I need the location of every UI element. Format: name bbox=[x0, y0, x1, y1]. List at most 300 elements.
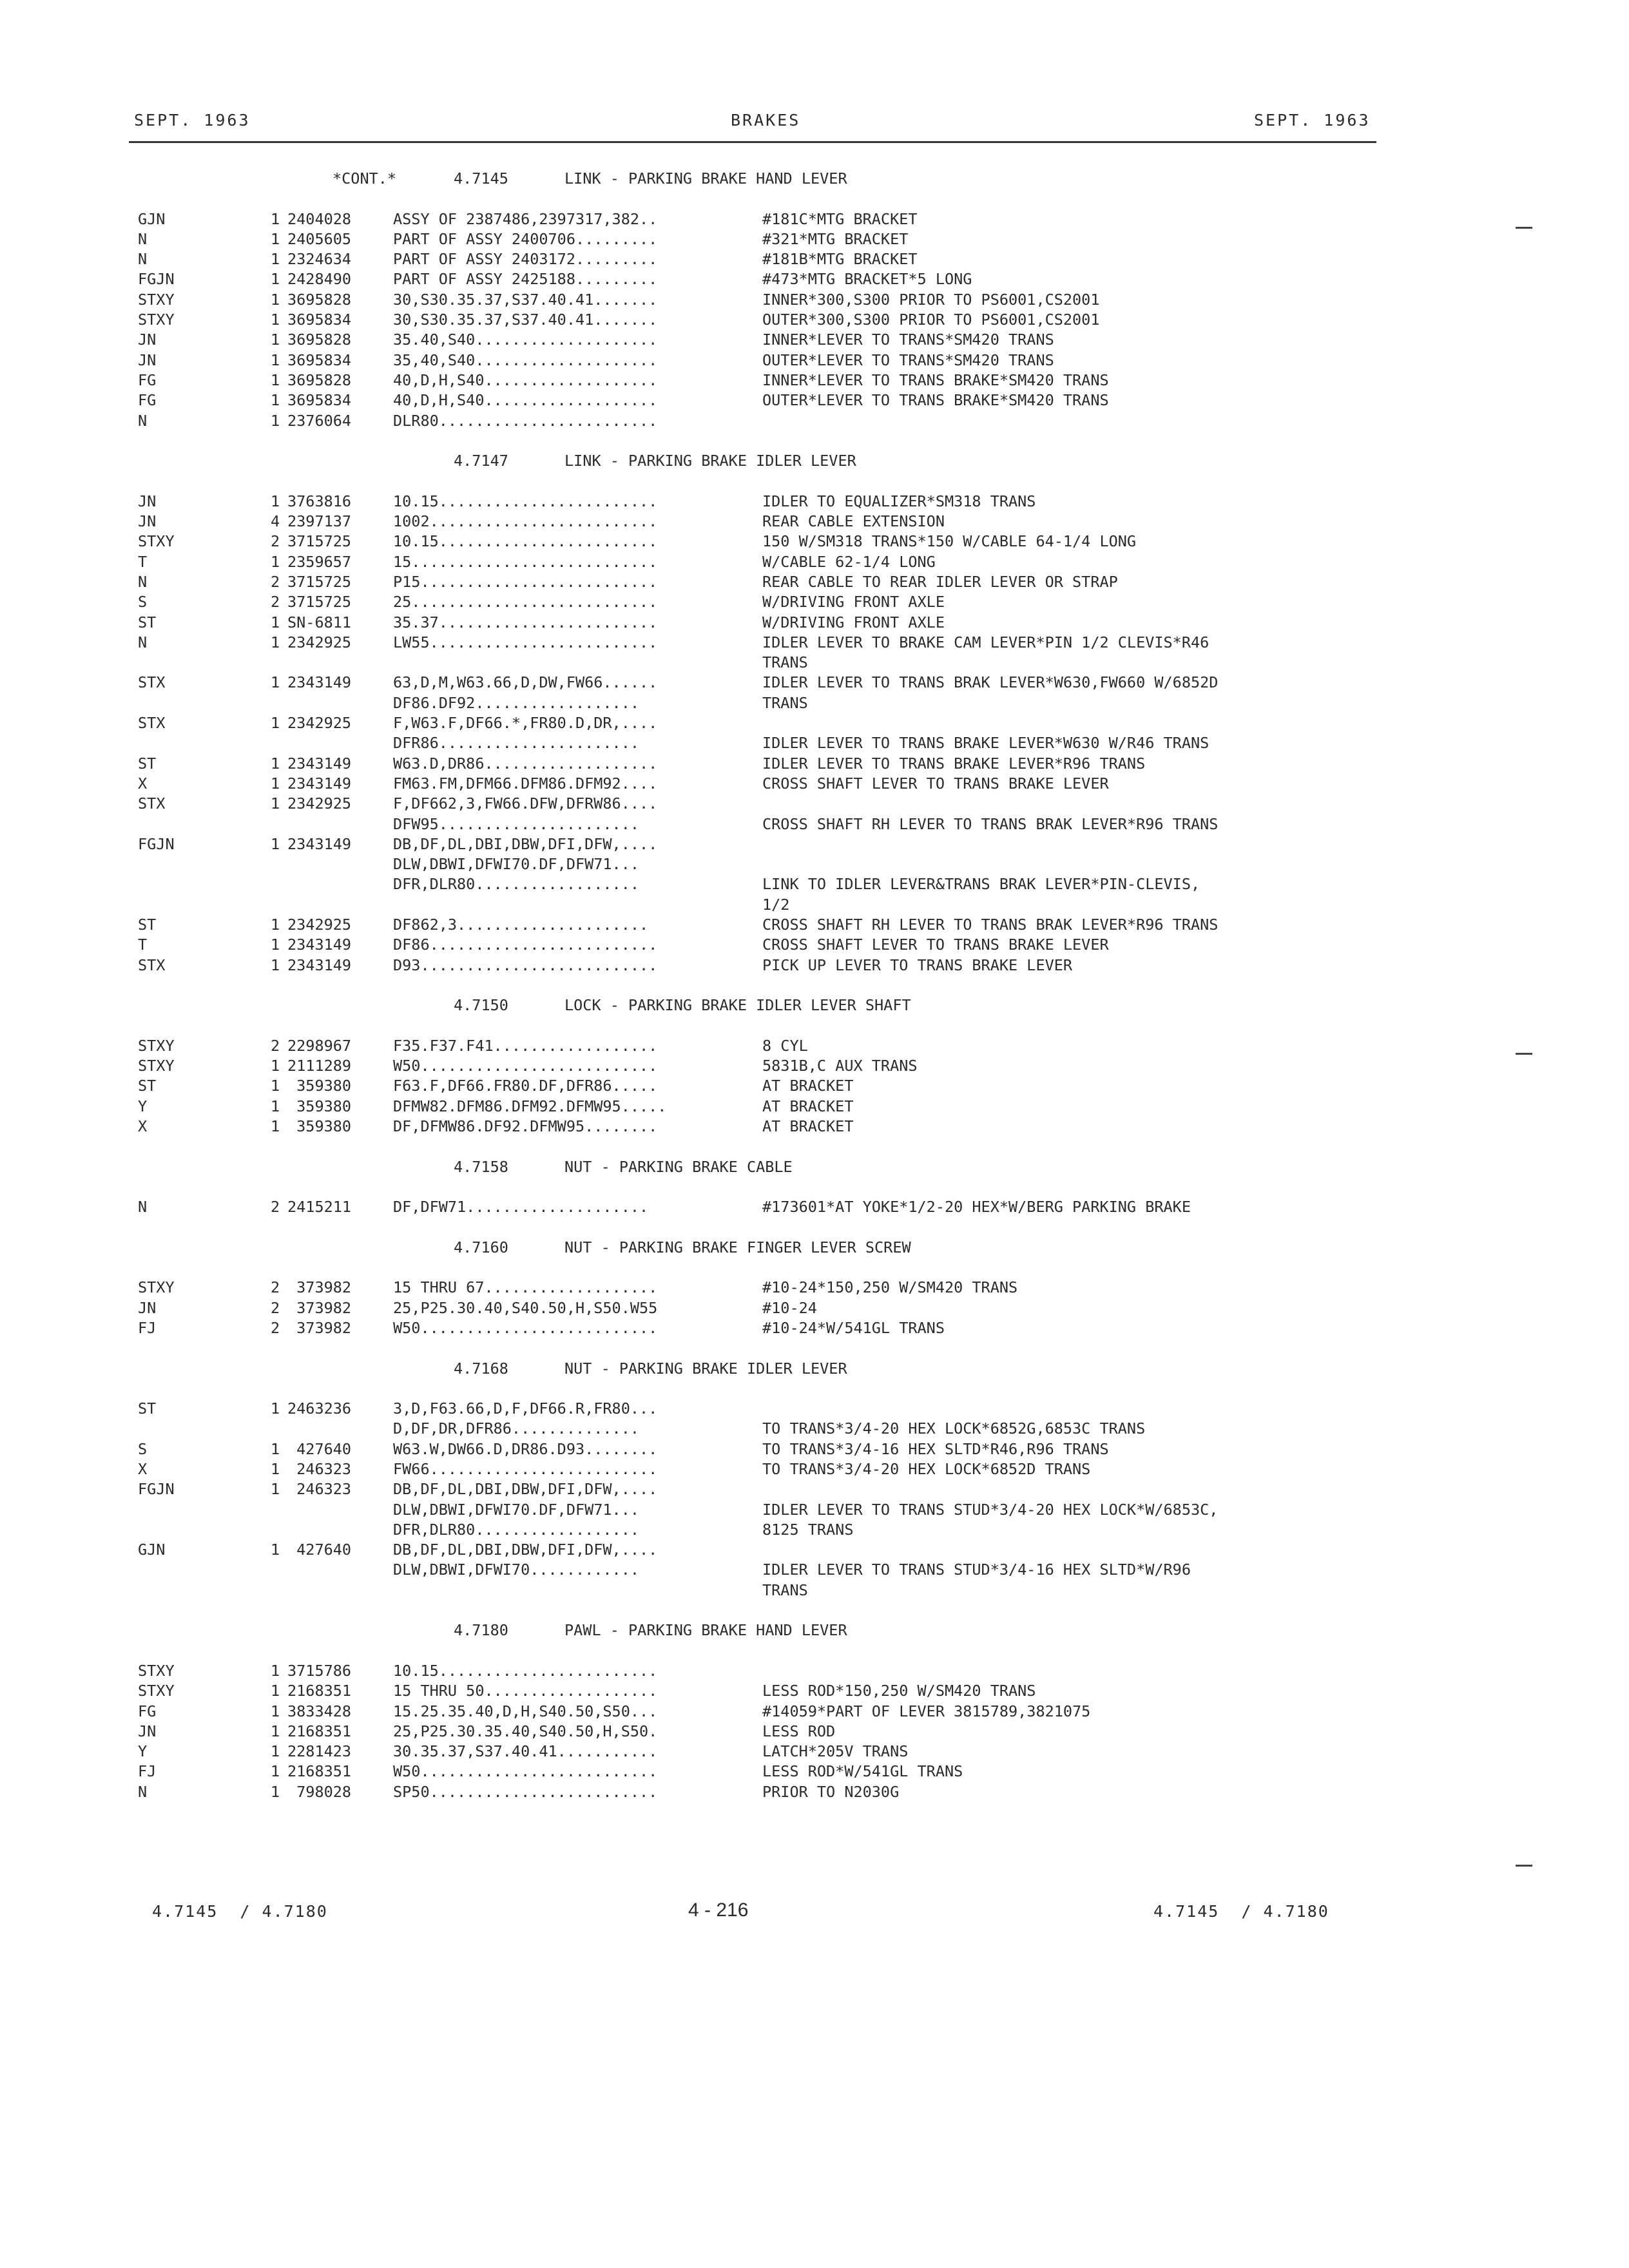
parts-row bbox=[0, 693, 1629, 713]
section-title: NUT - PARKING BRAKE FINGER LEVER SCREW bbox=[564, 1238, 911, 1256]
part-number: 2342925 bbox=[287, 714, 352, 733]
model-code: FG bbox=[138, 1702, 157, 1720]
application: DFR,DLR80.................. bbox=[393, 1520, 640, 1539]
description: 5831B,C AUX TRANS bbox=[762, 1057, 918, 1075]
parts-row bbox=[0, 1036, 1629, 1056]
section-title: LOCK - PARKING BRAKE IDLER LEVER SHAFT bbox=[564, 996, 911, 1015]
quantity: 1 bbox=[271, 1077, 280, 1095]
model-code: STXY bbox=[138, 311, 175, 329]
parts-row bbox=[0, 1722, 1629, 1742]
parts-row bbox=[0, 633, 1629, 653]
description: CROSS SHAFT RH LEVER TO TRANS BRAK LEVER*R96 TRANS bbox=[762, 915, 1219, 934]
blank-line bbox=[0, 471, 1629, 491]
quantity: 1 bbox=[271, 1117, 280, 1135]
application: W63.D,DR86................... bbox=[393, 754, 658, 773]
parts-row bbox=[0, 935, 1629, 955]
model-code: X bbox=[138, 774, 148, 793]
model-code: N bbox=[138, 250, 148, 269]
part-number: 2343149 bbox=[287, 774, 352, 793]
part-number: 2168351 bbox=[287, 1682, 352, 1700]
quantity: 2 bbox=[271, 1318, 280, 1337]
part-number: 2342925 bbox=[287, 633, 352, 651]
application: 10.15........................ bbox=[393, 1661, 658, 1680]
model-code: JN bbox=[138, 351, 157, 369]
parts-row bbox=[0, 370, 1629, 390]
quantity: 1 bbox=[271, 1439, 280, 1458]
part-number: 3715725 bbox=[287, 593, 352, 611]
parts-row bbox=[0, 834, 1629, 854]
quantity: 1 bbox=[271, 351, 280, 369]
parts-row bbox=[0, 956, 1629, 975]
model-code: FGJN bbox=[138, 270, 175, 289]
parts-row bbox=[0, 1278, 1629, 1298]
quantity: 2 bbox=[271, 1036, 280, 1055]
quantity: 1 bbox=[271, 1661, 280, 1680]
model-code: FG bbox=[138, 370, 157, 389]
description: AT BRACKET bbox=[762, 1117, 854, 1135]
part-number: 3715725 bbox=[287, 572, 352, 591]
header-rule bbox=[129, 141, 1376, 143]
parts-row bbox=[0, 1581, 1629, 1600]
quantity: 1 bbox=[271, 956, 280, 974]
quantity: 1 bbox=[271, 1541, 280, 1559]
description: IDLER LEVER TO BRAKE CAM LEVER*PIN 1/2 CLEVIS*R46 bbox=[762, 633, 1210, 651]
application: LW55......................... bbox=[393, 633, 658, 651]
description: #10-24*150,250 W/SM420 TRANS bbox=[762, 1278, 1018, 1297]
parts-row bbox=[0, 1500, 1629, 1520]
description: PRIOR TO N2030G bbox=[762, 1782, 900, 1801]
parts-row bbox=[0, 592, 1629, 612]
part-number: 3763816 bbox=[287, 492, 352, 510]
parts-row bbox=[0, 269, 1629, 289]
parts-row bbox=[0, 814, 1629, 834]
application: 10.15........................ bbox=[393, 492, 658, 510]
description: #181B*MTG BRACKET bbox=[762, 250, 918, 269]
part-number: 3695828 bbox=[287, 370, 352, 389]
quantity: 1 bbox=[271, 673, 280, 692]
part-number: 3715725 bbox=[287, 532, 352, 551]
description: LINK TO IDLER LEVER&TRANS BRAK LEVER*PIN-CLEVIS, bbox=[762, 875, 1200, 894]
parts-row bbox=[0, 572, 1629, 592]
description: #473*MTG BRACKET*5 LONG bbox=[762, 270, 972, 289]
application: PART OF ASSY 2400706......... bbox=[393, 229, 658, 248]
model-code: STXY bbox=[138, 1661, 175, 1680]
parts-row bbox=[0, 1459, 1629, 1479]
footer-range-left: 4.7145 / 4.7180 bbox=[152, 1902, 328, 1921]
quantity: 1 bbox=[271, 1399, 280, 1418]
application: 30,S30.35.37,S37.40.41....... bbox=[393, 290, 658, 309]
part-number: 373982 bbox=[287, 1298, 352, 1317]
quantity: 1 bbox=[271, 936, 280, 954]
model-code: GJN bbox=[138, 1541, 166, 1559]
part-number: 2342925 bbox=[287, 915, 352, 934]
part-number: 2428490 bbox=[287, 270, 352, 289]
model-code: FJ bbox=[138, 1762, 157, 1781]
model-code: N bbox=[138, 411, 148, 430]
header-date-left: SEPT. 1963 bbox=[134, 111, 251, 130]
model-code: S bbox=[138, 593, 148, 611]
quantity: 1 bbox=[271, 1480, 280, 1499]
section-number: 4.7180 bbox=[454, 1621, 508, 1640]
parts-row bbox=[0, 1762, 1629, 1782]
quantity: 1 bbox=[271, 1782, 280, 1801]
part-number: 2376064 bbox=[287, 411, 352, 430]
application: DB,DF,DL,DBI,DBW,DFI,DFW,.... bbox=[393, 834, 658, 853]
blank-line bbox=[0, 1379, 1629, 1399]
blank-line bbox=[0, 1258, 1629, 1278]
blank-line bbox=[0, 975, 1629, 995]
part-number: 2342925 bbox=[287, 794, 352, 813]
section-heading bbox=[0, 1157, 1629, 1177]
part-number: 2343149 bbox=[287, 956, 352, 974]
application: SP50......................... bbox=[393, 1782, 658, 1801]
page-number: 4 - 216 bbox=[688, 1899, 749, 1921]
quantity: 2 bbox=[271, 1278, 280, 1297]
quantity: 2 bbox=[271, 572, 280, 591]
description: TRANS bbox=[762, 1581, 808, 1599]
footer-range-right: 4.7145 / 4.7180 bbox=[1153, 1902, 1329, 1921]
quantity: 1 bbox=[271, 1097, 280, 1115]
quantity: 1 bbox=[271, 794, 280, 813]
parts-row bbox=[0, 1097, 1629, 1117]
application: 25........................... bbox=[393, 593, 658, 611]
quantity: 1 bbox=[271, 229, 280, 248]
parts-row bbox=[0, 1399, 1629, 1419]
quantity: 2 bbox=[271, 1198, 280, 1216]
application: PART OF ASSY 2425188......... bbox=[393, 270, 658, 289]
parts-row bbox=[0, 249, 1629, 269]
parts-row bbox=[0, 1661, 1629, 1681]
description: 8125 TRANS bbox=[762, 1520, 854, 1539]
parts-row bbox=[0, 1560, 1629, 1580]
part-number: 3715786 bbox=[287, 1661, 352, 1680]
description: OUTER*LEVER TO TRANS*SM420 TRANS bbox=[762, 351, 1054, 369]
description: INNER*LEVER TO TRANS BRAKE*SM420 TRANS bbox=[762, 370, 1109, 389]
blank-line bbox=[0, 1600, 1629, 1620]
quantity: 1 bbox=[271, 290, 280, 309]
part-number: 2405605 bbox=[287, 229, 352, 248]
application: DF862,3..................... bbox=[393, 915, 649, 934]
description: LATCH*205V TRANS bbox=[762, 1742, 909, 1761]
parts-row bbox=[0, 290, 1629, 310]
model-code: N bbox=[138, 633, 148, 651]
parts-row bbox=[0, 1479, 1629, 1499]
description: INNER*LEVER TO TRANS*SM420 TRANS bbox=[762, 331, 1054, 349]
part-number: 2111289 bbox=[287, 1057, 352, 1075]
part-number: 2359657 bbox=[287, 552, 352, 571]
quantity: 1 bbox=[271, 250, 280, 269]
quantity: 1 bbox=[271, 754, 280, 773]
description: TO TRANS*3/4-20 HEX LOCK*6852D TRANS bbox=[762, 1460, 1091, 1478]
parts-row bbox=[0, 1702, 1629, 1722]
description: 1/2 bbox=[762, 895, 790, 914]
description: IDLER TO EQUALIZER*SM318 TRANS bbox=[762, 492, 1036, 510]
application: DF86......................... bbox=[393, 936, 658, 954]
part-number: 246323 bbox=[287, 1460, 352, 1478]
application: FW66......................... bbox=[393, 1460, 658, 1478]
part-number: 246323 bbox=[287, 1480, 352, 1499]
description: W/DRIVING FRONT AXLE bbox=[762, 613, 945, 631]
application: 30,S30.35.37,S37.40.41....... bbox=[393, 311, 658, 329]
blank-line bbox=[0, 1338, 1629, 1358]
blank-line bbox=[0, 1015, 1629, 1035]
application: 40,D,H,S40................... bbox=[393, 391, 658, 410]
quantity: 1 bbox=[271, 1742, 280, 1761]
application: PART OF ASSY 2403172......... bbox=[393, 250, 658, 269]
parts-row bbox=[0, 1419, 1629, 1439]
model-code: STX bbox=[138, 794, 166, 813]
model-code: STXY bbox=[138, 1278, 175, 1297]
section-heading bbox=[0, 451, 1629, 471]
parts-row bbox=[0, 1076, 1629, 1096]
parts-row bbox=[0, 733, 1629, 753]
application: 3,D,F63.66,D,F,DF66.R,FR80... bbox=[393, 1399, 658, 1418]
parts-row bbox=[0, 874, 1629, 894]
parts-row bbox=[0, 1540, 1629, 1560]
quantity: 1 bbox=[271, 714, 280, 733]
parts-row bbox=[0, 713, 1629, 733]
description: IDLER LEVER TO TRANS BRAK LEVER*W630,FW660 W/6852D bbox=[762, 673, 1219, 692]
model-code: N bbox=[138, 572, 148, 591]
description: #10-24 bbox=[762, 1298, 817, 1317]
parts-row bbox=[0, 552, 1629, 572]
parts-row bbox=[0, 1782, 1629, 1802]
parts-row bbox=[0, 330, 1629, 350]
description: IDLER LEVER TO TRANS STUD*3/4-20 HEX LOCK*W/6853C, bbox=[762, 1500, 1219, 1519]
application: 25,P25.30.40,S40.50,H,S50.W55 bbox=[393, 1298, 658, 1317]
description: INNER*300,S300 PRIOR TO PS6001,CS2001 bbox=[762, 290, 1100, 309]
application: DLW,DBWI,DFWI70.DF,DFW71... bbox=[393, 1500, 640, 1519]
model-code: ST bbox=[138, 915, 157, 934]
application: F,DF662,3,FW66.DFW,DFRW86.... bbox=[393, 794, 658, 813]
margin-mark bbox=[1516, 227, 1532, 229]
parts-row bbox=[0, 794, 1629, 814]
part-number: 3695828 bbox=[287, 331, 352, 349]
quantity: 1 bbox=[271, 834, 280, 853]
model-code: JN bbox=[138, 492, 157, 510]
application: 1002......................... bbox=[393, 512, 658, 531]
model-code: STX bbox=[138, 673, 166, 692]
application: 15 THRU 50................... bbox=[393, 1682, 658, 1700]
description: #10-24*W/541GL TRANS bbox=[762, 1318, 945, 1337]
application: DF,DFW71.................... bbox=[393, 1198, 649, 1216]
description: TRANS bbox=[762, 693, 808, 712]
part-number: 427640 bbox=[287, 1439, 352, 1458]
model-code: N bbox=[138, 1782, 148, 1801]
model-code: S bbox=[138, 1439, 148, 1458]
parts-row bbox=[0, 915, 1629, 935]
description: TO TRANS*3/4-16 HEX SLTD*R46,R96 TRANS bbox=[762, 1439, 1109, 1458]
description: REAR CABLE EXTENSION bbox=[762, 512, 945, 531]
parts-row bbox=[0, 390, 1629, 410]
description: CROSS SHAFT RH LEVER TO TRANS BRAK LEVER*R96 TRANS bbox=[762, 814, 1219, 833]
parts-row bbox=[0, 895, 1629, 915]
model-code: JN bbox=[138, 512, 157, 531]
model-code: STX bbox=[138, 714, 166, 733]
model-code: JN bbox=[138, 331, 157, 349]
application: DFR86...................... bbox=[393, 734, 640, 753]
blank-line bbox=[0, 189, 1629, 209]
application: 10.15........................ bbox=[393, 532, 658, 551]
quantity: 4 bbox=[271, 512, 280, 531]
description: PICK UP LEVER TO TRANS BRAKE LEVER bbox=[762, 956, 1073, 974]
section-title: LINK - PARKING BRAKE IDLER LEVER bbox=[564, 452, 856, 470]
description: #321*MTG BRACKET bbox=[762, 229, 909, 248]
part-number: 2168351 bbox=[287, 1722, 352, 1740]
blank-line bbox=[0, 431, 1629, 451]
parts-listing bbox=[0, 169, 1629, 1802]
model-code: FJ bbox=[138, 1318, 157, 1337]
model-code: STXY bbox=[138, 1057, 175, 1075]
part-number: 2281423 bbox=[287, 1742, 352, 1761]
model-code: GJN bbox=[138, 209, 166, 228]
application: 30.35.37,S37.40.41........... bbox=[393, 1742, 658, 1761]
section-heading bbox=[0, 169, 1629, 189]
part-number: 373982 bbox=[287, 1318, 352, 1337]
parts-row bbox=[0, 1520, 1629, 1540]
part-number: 2343149 bbox=[287, 936, 352, 954]
parts-row bbox=[0, 492, 1629, 512]
application: 15........................... bbox=[393, 552, 658, 571]
blank-line bbox=[0, 1217, 1629, 1237]
blank-line bbox=[0, 1641, 1629, 1661]
part-number: 2324634 bbox=[287, 250, 352, 269]
part-number: 2463236 bbox=[287, 1399, 352, 1418]
parts-row bbox=[0, 1318, 1629, 1338]
parts-row bbox=[0, 411, 1629, 431]
parts-row bbox=[0, 1742, 1629, 1762]
description: IDLER LEVER TO TRANS BRAKE LEVER*W630 W/R46 TRANS bbox=[762, 734, 1210, 753]
application: D,DF,DR,DFR86.............. bbox=[393, 1419, 640, 1438]
header-section-title: BRAKES bbox=[731, 111, 801, 130]
part-number: 2298967 bbox=[287, 1036, 352, 1055]
parts-row bbox=[0, 1117, 1629, 1137]
application: DF86.DF92.................. bbox=[393, 693, 640, 712]
application: P15.......................... bbox=[393, 572, 658, 591]
application: F,W63.F,DF66.*,FR80.D,DR,.... bbox=[393, 714, 658, 733]
description: TRANS bbox=[762, 653, 808, 672]
model-code: JN bbox=[138, 1722, 157, 1740]
application: DFMW82.DFM86.DFM92.DFMW95..... bbox=[393, 1097, 667, 1115]
blank-line bbox=[0, 1137, 1629, 1157]
quantity: 1 bbox=[271, 633, 280, 651]
part-number: SN-6811 bbox=[287, 613, 352, 631]
parts-row bbox=[0, 1056, 1629, 1076]
parts-row bbox=[0, 310, 1629, 330]
quantity: 1 bbox=[271, 613, 280, 631]
application: DLR80........................ bbox=[393, 411, 658, 430]
quantity: 1 bbox=[271, 311, 280, 329]
parts-row bbox=[0, 512, 1629, 532]
application: F63.F,DF66.FR80.DF,DFR86..... bbox=[393, 1077, 658, 1095]
quantity: 2 bbox=[271, 532, 280, 551]
quantity: 1 bbox=[271, 492, 280, 510]
model-code: ST bbox=[138, 613, 157, 631]
description: CROSS SHAFT LEVER TO TRANS BRAKE LEVER bbox=[762, 774, 1109, 793]
part-number: 373982 bbox=[287, 1278, 352, 1297]
application: D93.......................... bbox=[393, 956, 658, 974]
application: W50.......................... bbox=[393, 1057, 658, 1075]
application: 15 THRU 67................... bbox=[393, 1278, 658, 1297]
part-number: 3695828 bbox=[287, 290, 352, 309]
application: 35.40,S40.................... bbox=[393, 331, 658, 349]
header-date-right: SEPT. 1963 bbox=[1254, 111, 1371, 130]
description: IDLER LEVER TO TRANS BRAKE LEVER*R96 TRANS bbox=[762, 754, 1146, 773]
application: 15.25.35.40,D,H,S40.50,S50... bbox=[393, 1702, 658, 1720]
margin-mark bbox=[1516, 1053, 1532, 1055]
model-code: STXY bbox=[138, 290, 175, 309]
model-code: STXY bbox=[138, 1036, 175, 1055]
section-number: 4.7158 bbox=[454, 1157, 508, 1176]
description: 8 CYL bbox=[762, 1036, 808, 1055]
description: OUTER*LEVER TO TRANS BRAKE*SM420 TRANS bbox=[762, 391, 1109, 410]
quantity: 1 bbox=[271, 370, 280, 389]
description: #181C*MTG BRACKET bbox=[762, 209, 918, 228]
model-code: STX bbox=[138, 956, 166, 974]
quantity: 1 bbox=[271, 270, 280, 289]
quantity: 1 bbox=[271, 1460, 280, 1478]
description: CROSS SHAFT LEVER TO TRANS BRAKE LEVER bbox=[762, 936, 1109, 954]
model-code: X bbox=[138, 1117, 148, 1135]
part-number: 359380 bbox=[287, 1097, 352, 1115]
part-number: 359380 bbox=[287, 1117, 352, 1135]
application: W63.W,DW66.D,DR86.D93........ bbox=[393, 1439, 658, 1458]
quantity: 1 bbox=[271, 1762, 280, 1781]
section-title: PAWL - PARKING BRAKE HAND LEVER bbox=[564, 1621, 847, 1640]
parts-row bbox=[0, 351, 1629, 370]
continued-marker: *CONT.* bbox=[333, 169, 397, 187]
part-number: 3695834 bbox=[287, 311, 352, 329]
description: #14059*PART OF LEVER 3815789,3821075 bbox=[762, 1702, 1091, 1720]
model-code: FGJN bbox=[138, 834, 175, 853]
application: ASSY OF 2387486,2397317,382.. bbox=[393, 209, 658, 228]
description: IDLER LEVER TO TRANS STUD*3/4-16 HEX SLTD*W/R96 bbox=[762, 1561, 1191, 1579]
application: 35,40,S40.................... bbox=[393, 351, 658, 369]
quantity: 1 bbox=[271, 1057, 280, 1075]
part-number: 427640 bbox=[287, 1541, 352, 1559]
parts-row bbox=[0, 1681, 1629, 1701]
quantity: 1 bbox=[271, 774, 280, 793]
model-code: ST bbox=[138, 1399, 157, 1418]
description: LESS ROD bbox=[762, 1722, 836, 1740]
application: F35.F37.F41.................. bbox=[393, 1036, 658, 1055]
model-code: ST bbox=[138, 1077, 157, 1095]
parts-row bbox=[0, 653, 1629, 673]
section-heading bbox=[0, 1620, 1629, 1640]
part-number: 2343149 bbox=[287, 754, 352, 773]
application: 63,D,M,W63.66,D,DW,FW66...... bbox=[393, 673, 658, 692]
parts-row bbox=[0, 1298, 1629, 1318]
description: LESS ROD*150,250 W/SM420 TRANS bbox=[762, 1682, 1036, 1700]
description: W/DRIVING FRONT AXLE bbox=[762, 593, 945, 611]
part-number: 3695834 bbox=[287, 391, 352, 410]
margin-mark bbox=[1516, 1865, 1532, 1867]
quantity: 1 bbox=[271, 1722, 280, 1740]
quantity: 1 bbox=[271, 411, 280, 430]
part-number: 2404028 bbox=[287, 209, 352, 228]
application: 40,D,H,S40................... bbox=[393, 370, 658, 389]
section-number: 4.7150 bbox=[454, 996, 508, 1015]
quantity: 2 bbox=[271, 593, 280, 611]
model-code: STXY bbox=[138, 1682, 175, 1700]
section-number: 4.7160 bbox=[454, 1238, 508, 1256]
part-number: 2415211 bbox=[287, 1198, 352, 1216]
part-number: 3833428 bbox=[287, 1702, 352, 1720]
application: W50.......................... bbox=[393, 1762, 658, 1781]
parts-row bbox=[0, 854, 1629, 874]
parts-row bbox=[0, 1439, 1629, 1459]
model-code: JN bbox=[138, 1298, 157, 1317]
